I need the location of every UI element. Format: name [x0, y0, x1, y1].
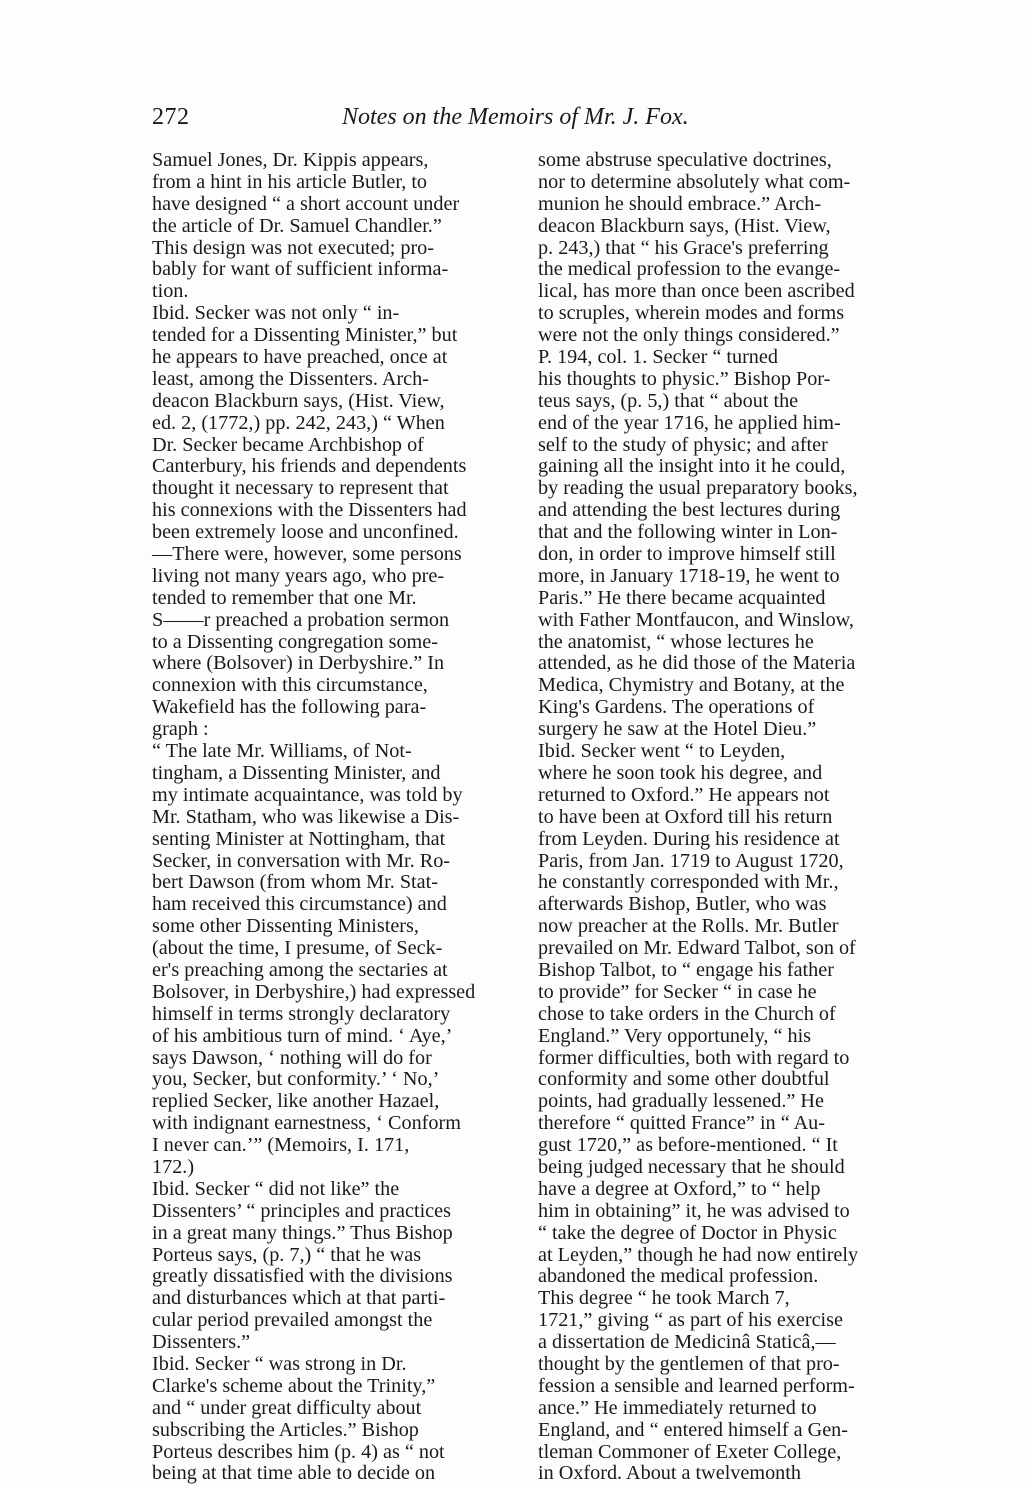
text-line: Paris, from Jan. 1719 to August 1720,	[538, 849, 844, 872]
text-line: Secker, in conversation with Mr. Ro-	[152, 849, 451, 872]
text-line: in a great many things.” Thus Bishop	[152, 1221, 453, 1244]
text-line: points, had gradually lessened.” He	[538, 1090, 824, 1113]
text-line: the anatomist, “ whose lectures he	[538, 630, 814, 653]
text-line: thought it necessary to represent that	[152, 477, 449, 500]
text-line: fession a sensible and learned perform-	[538, 1374, 855, 1397]
text-line: graph :	[152, 718, 209, 741]
text-line: Ibid. Secker “ did not like” the	[152, 1177, 400, 1200]
text-line: my intimate acquaintance, was told by	[152, 783, 463, 806]
text-line: England, and “ entered himself a Gen-	[538, 1418, 848, 1441]
text-line: where (Bolsover) in Derbyshire.” In	[152, 652, 445, 675]
text-line: munion he should embrace.” Arch-	[538, 192, 822, 215]
text-line: some abstruse speculative doctrines,	[538, 149, 832, 171]
text-line: Ibid. Secker was not only “ in-	[152, 302, 400, 325]
text-line: to provide” for Secker “ in case he	[538, 980, 817, 1003]
text-line: to have been at Oxford till his return	[538, 805, 833, 828]
text-line: living not many years ago, who pre-	[152, 564, 445, 587]
text-line: lical, has more than once been ascribed	[538, 280, 855, 303]
text-line: abandoned the medical profession.	[538, 1265, 819, 1288]
text-line: cular period prevailed amongst the	[152, 1309, 433, 1332]
text-line: afterwards Bishop, Butler, who was	[538, 893, 827, 916]
page-number: 272	[152, 104, 190, 130]
page-header	[152, 104, 912, 140]
text-line: and disturbances which at that parti-	[152, 1287, 446, 1310]
text-line: “ take the degree of Doctor in Physic	[538, 1221, 837, 1244]
text-line: subscribing the Articles.” Bishop	[152, 1418, 419, 1441]
text-line: England.” Very opportunely, “ his	[538, 1024, 812, 1047]
text-line: being judged necessary that he should	[538, 1155, 845, 1178]
text-line: (about the time, I presume, of Seck-	[152, 937, 443, 960]
text-line: some other Dissenting Ministers,	[152, 915, 419, 938]
text-line: were not the only things considered.”	[538, 324, 840, 347]
text-line: says Dawson, ‘ nothing will do for	[152, 1046, 432, 1069]
text-line: Porteus describes him (p. 4) as “ not	[152, 1440, 445, 1463]
text-line: now preacher at the Rolls. Mr. Butler	[538, 915, 839, 938]
text-line: him in obtaining” it, he was advised to	[538, 1199, 850, 1222]
text-line: tleman Commoner of Exeter College,	[538, 1440, 842, 1463]
text-line: end of the year 1716, he applied him-	[538, 411, 841, 434]
text-line: bert Dawson (from whom Mr. Stat-	[152, 871, 438, 894]
text-line: have designed “ a short account under	[152, 192, 460, 215]
text-line: 172.)	[152, 1155, 195, 1178]
text-line: don, in order to improve himself still	[538, 543, 836, 566]
text-line: the article of Dr. Samuel Chandler.”	[152, 214, 442, 237]
right-column	[538, 150, 908, 1485]
text-line: more, in January 1718-19, he went to	[538, 564, 840, 587]
text-line: with indignant earnestness, ‘ Conform	[152, 1112, 461, 1135]
text-line: attended, as he did those of the Materia	[538, 652, 856, 675]
text-line: “ The late Mr. Williams, of Not-	[152, 740, 412, 763]
text-line: Mr. Statham, who was likewise a Dis-	[152, 805, 460, 828]
text-line: and “ under great difficulty about	[152, 1396, 422, 1419]
text-line: This design was not executed; pro-	[152, 236, 434, 259]
text-line: he constantly corresponded with Mr.,	[538, 871, 839, 894]
text-line: Bishop Talbot, to “ engage his father	[538, 958, 834, 981]
text-line: gust 1720,” as before-mentioned. “ It	[538, 1134, 838, 1157]
text-line: tended for a Dissenting Minister,” but	[152, 324, 458, 347]
text-line: tended to remember that one Mr.	[152, 586, 417, 609]
text-line: former difficulties, both with regard to	[538, 1046, 850, 1069]
text-line: prevailed on Mr. Edward Talbot, son of	[538, 937, 856, 960]
text-line: Bolsover, in Derbyshire,) had expressed	[152, 980, 476, 1003]
text-line: gaining all the insight into it he could,	[538, 455, 846, 478]
text-line: greatly dissatisfied with the divisions	[152, 1265, 453, 1288]
text-line: his connexions with the Dissenters had	[152, 499, 467, 522]
text-line: deacon Blackburn says, (Hist. View,	[152, 389, 445, 412]
text-line: himself in terms strongly declaratory	[152, 1002, 451, 1025]
text-line: self to the study of physic; and after	[538, 433, 828, 456]
text-line: ham received this circumstance) and	[152, 893, 447, 916]
text-line: with Father Montfaucon, and Winslow,	[538, 608, 854, 631]
text-line: to scruples, wherein modes and forms	[538, 302, 845, 325]
text-line: by reading the usual preparatory books,	[538, 477, 858, 500]
text-line: a dissertation de Medicinâ Staticâ,—	[538, 1331, 836, 1354]
text-line: being at that time able to decide on	[152, 1462, 436, 1485]
text-line: of his ambitious turn of mind. ‘ Aye,’	[152, 1024, 453, 1047]
text-line: deacon Blackburn says, (Hist. View,	[538, 214, 831, 237]
text-line: he appears to have preached, once at	[152, 346, 448, 369]
text-line: teus says, (p. 5,) that “ about the	[538, 389, 799, 412]
text-line: 1721,” giving “ as part of his exercise	[538, 1309, 843, 1332]
text-line: from Leyden. During his residence at	[538, 827, 840, 850]
text-line: replied Secker, like another Hazael,	[152, 1090, 440, 1113]
text-line: returned to Oxford.” He appears not	[538, 783, 830, 806]
text-line: you, Secker, but conformity.’ ‘ No,’	[152, 1068, 440, 1091]
text-line: I never can.’” (Memoirs, I. 171,	[152, 1134, 410, 1157]
text-line: Clarke's scheme about the Trinity,”	[152, 1374, 436, 1397]
text-line: Dissenters’ “ principles and practices	[152, 1199, 451, 1222]
text-line: bably for want of sufficient informa-	[152, 258, 449, 281]
text-line: Dr. Secker became Archbishop of	[152, 433, 424, 456]
text-line: Ibid. Secker “ was strong in Dr.	[152, 1352, 407, 1375]
text-line: to a Dissenting congregation some-	[152, 630, 438, 653]
text-line: King's Gardens. The operations of	[538, 696, 815, 719]
text-line: —There were, however, some persons	[152, 543, 462, 566]
text-line: been extremely loose and unconfined.	[152, 521, 459, 544]
text-line: This degree “ he took March 7,	[538, 1287, 790, 1310]
text-line: Porteus says, (p. 7,) “ that he was	[152, 1243, 422, 1266]
text-line: ed. 2, (1772,) pp. 242, 243,) “ When	[152, 411, 445, 434]
text-line: Samuel Jones, Dr. Kippis appears,	[152, 149, 429, 171]
left-column	[152, 150, 522, 1485]
text-line: therefore “ quitted France” in “ Au-	[538, 1112, 825, 1135]
text-line: chose to take orders in the Church of	[538, 1002, 836, 1025]
text-line: conformity and some other doubtful	[538, 1068, 830, 1091]
text-line: and attending the best lectures during	[538, 499, 841, 522]
text-line: at Leyden,” though he had now entirely	[538, 1243, 859, 1266]
text-line: connexion with this circumstance,	[152, 674, 428, 697]
text-line: Ibid. Secker went “ to Leyden,	[538, 740, 786, 763]
running-title: Notes on the Memoirs of Mr. J. Fox.	[342, 104, 689, 130]
text-line: Canterbury, his friends and dependents	[152, 455, 467, 478]
text-line: Dissenters.”	[152, 1331, 251, 1354]
text-line: least, among the Dissenters. Arch-	[152, 367, 429, 390]
text-line: p. 243,) that “ his Grace's preferring	[538, 236, 829, 259]
text-line: that and the following winter in Lon-	[538, 521, 838, 544]
text-line: Medica, Chymistry and Botany, at the	[538, 674, 845, 697]
text-line: the medical profession to the evange-	[538, 258, 841, 281]
text-line: er's preaching among the sectaries at	[152, 958, 448, 981]
text-line: ance.” He immediately returned to	[538, 1396, 817, 1419]
text-line: have a degree at Oxford,” to “ help	[538, 1177, 821, 1200]
text-line: Paris.” He there became acquainted	[538, 586, 826, 609]
text-line: tion.	[152, 280, 189, 303]
text-line: Wakefield has the following para-	[152, 696, 427, 719]
text-line: P. 194, col. 1. Secker “ turned	[538, 346, 778, 369]
text-line: S——r preached a probation sermon	[152, 608, 450, 631]
text-line: nor to determine absolutely what com-	[538, 170, 851, 193]
text-line: thought by the gentlemen of that pro-	[538, 1352, 840, 1375]
text-line: where he soon took his degree, and	[538, 761, 823, 784]
text-line: his thoughts to physic.” Bishop Por-	[538, 367, 831, 390]
text-line: from a hint in his article Butler, to	[152, 170, 428, 193]
text-line: in Oxford. About a twelvemonth	[538, 1462, 801, 1485]
text-line: tingham, a Dissenting Minister, and	[152, 761, 441, 784]
text-line: senting Minister at Nottingham, that	[152, 827, 446, 850]
text-line: surgery he saw at the Hotel Dieu.”	[538, 718, 817, 741]
